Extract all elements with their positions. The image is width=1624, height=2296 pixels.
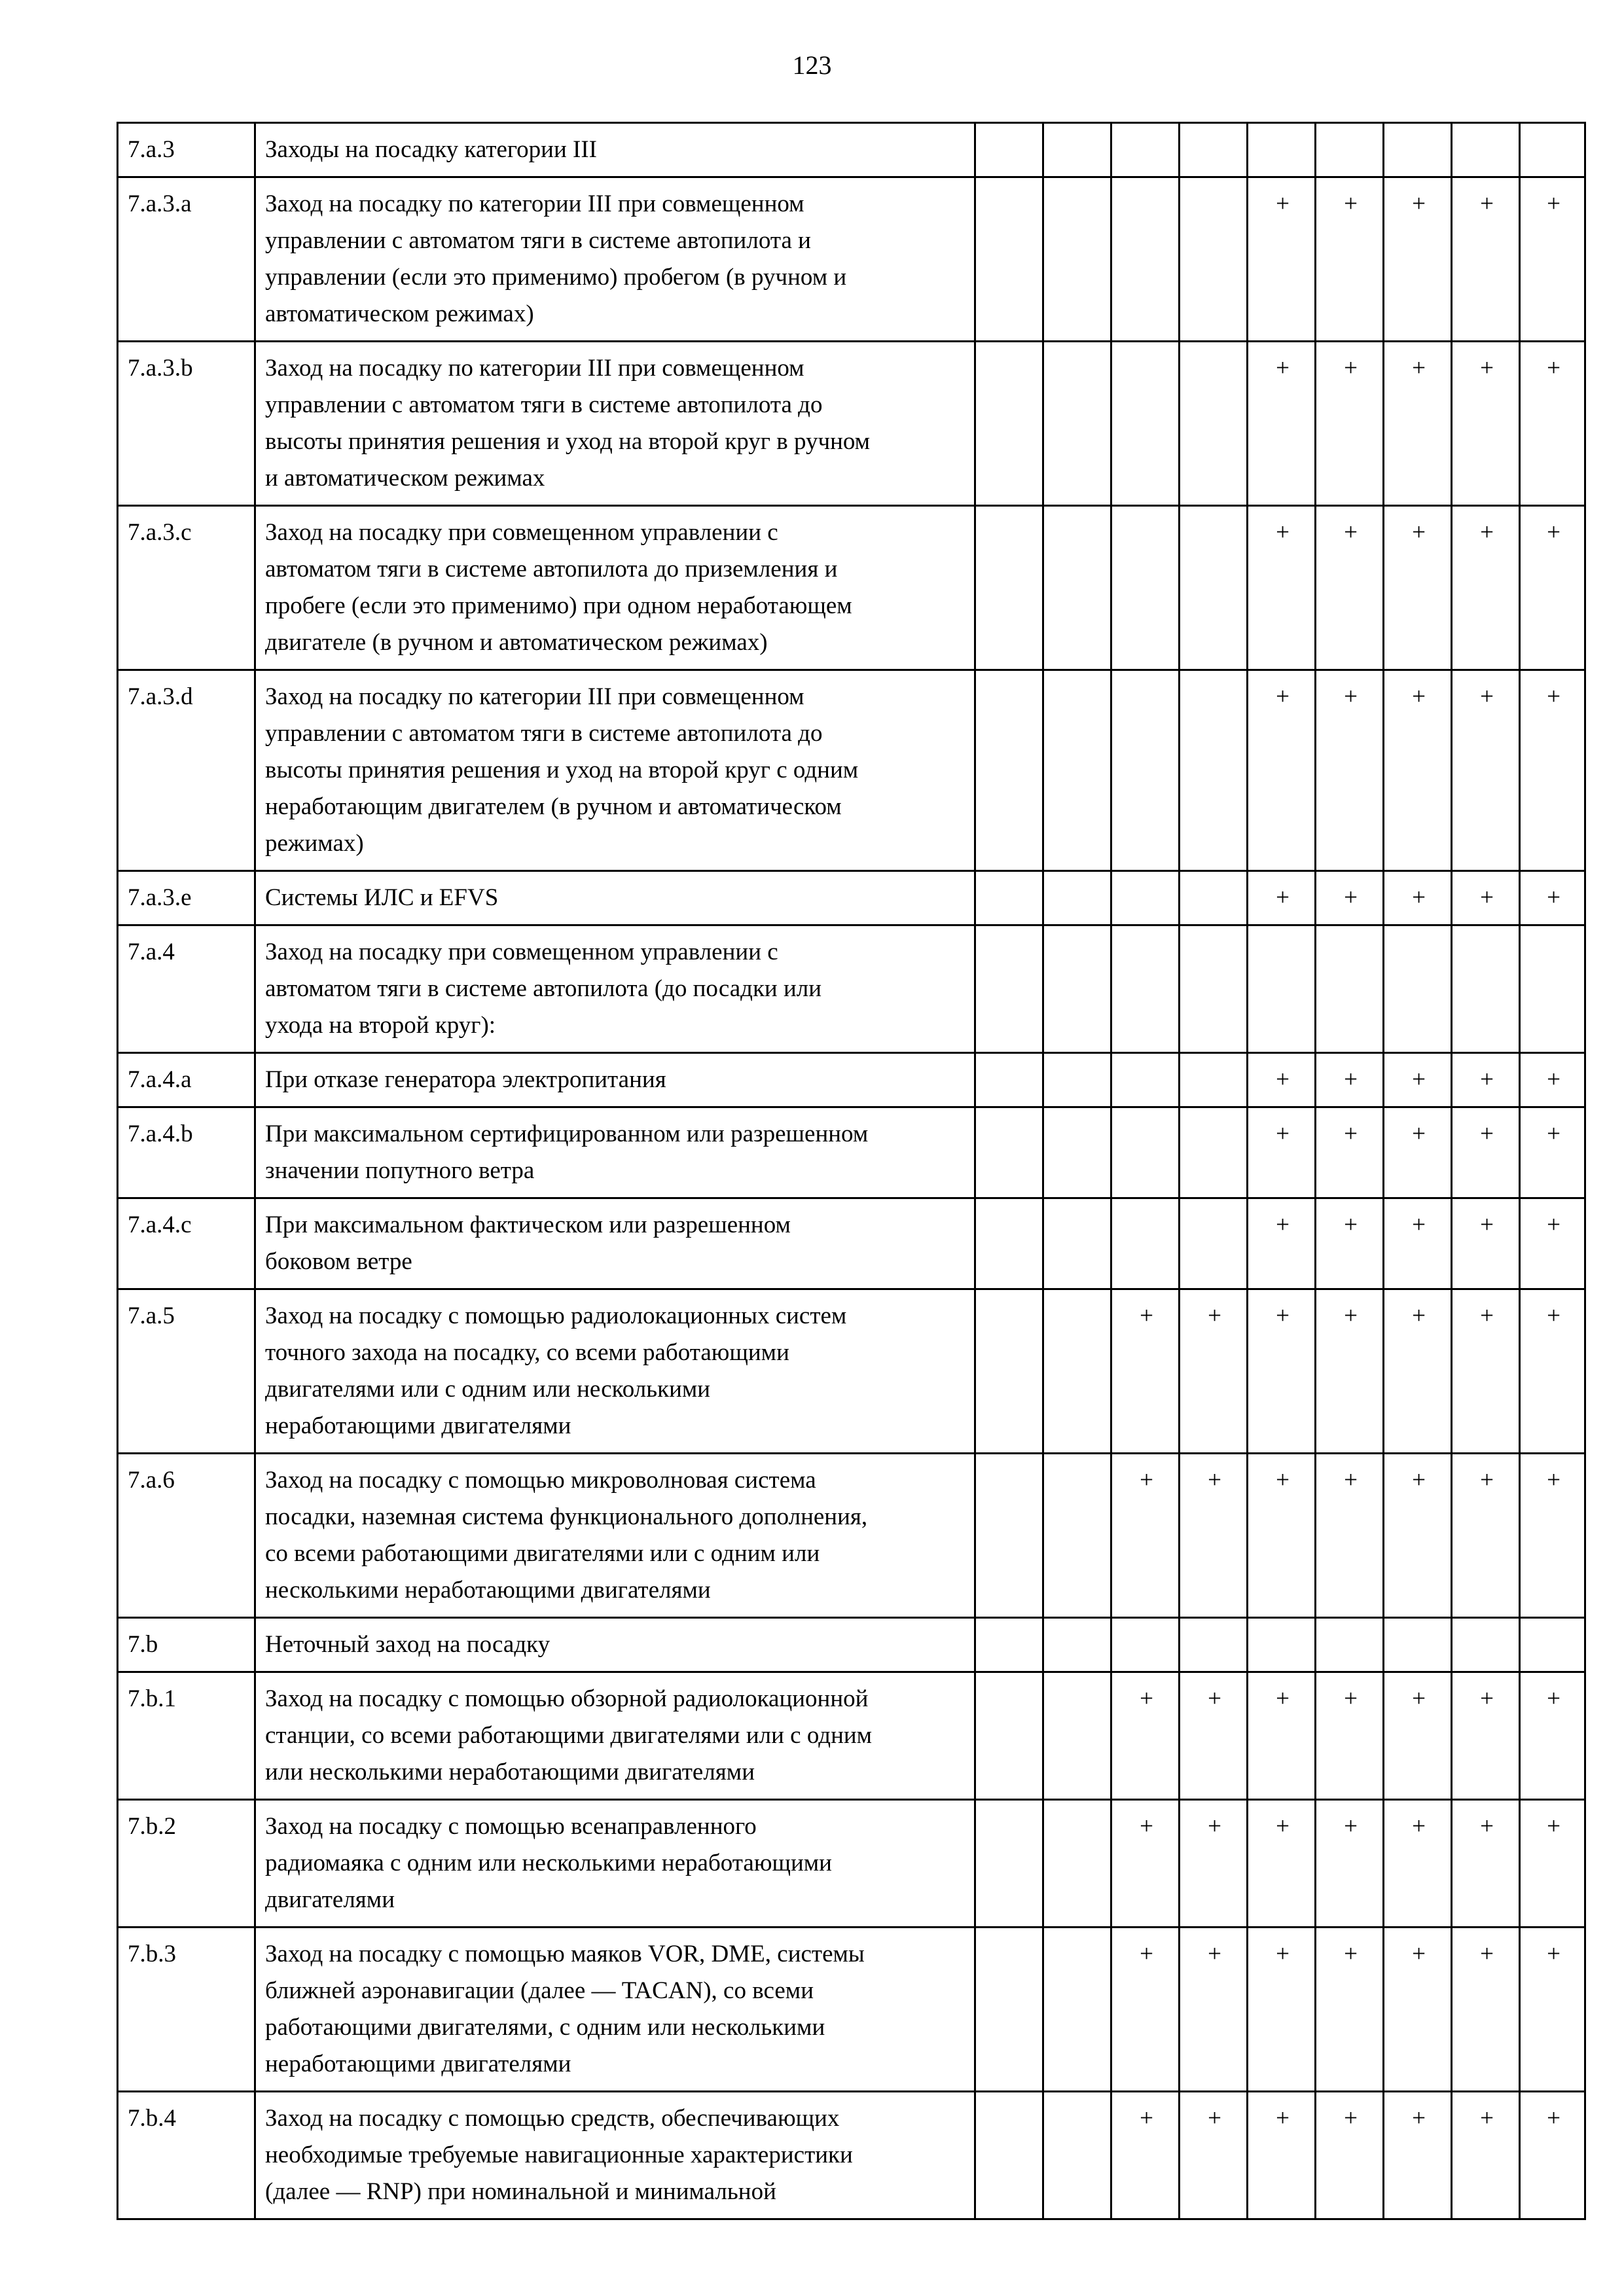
mark-cell: + — [1180, 1928, 1248, 2092]
mark-cell: + — [1111, 1454, 1180, 1618]
mark-cell: + — [1316, 342, 1384, 506]
mark-cell: + — [1520, 1053, 1585, 1107]
mark-cell — [975, 1053, 1043, 1107]
mark-cell: + — [1248, 1053, 1316, 1107]
page-number: 123 — [792, 50, 832, 80]
row-description — [255, 1672, 975, 1800]
mark-cell — [975, 925, 1043, 1053]
row-description — [255, 925, 975, 1053]
mark-cell: + — [1384, 1198, 1452, 1289]
row-code: 7.a.3.d — [118, 670, 255, 871]
mark-cell: + — [1384, 1107, 1452, 1198]
row-code: 7.a.3.c — [118, 506, 255, 670]
row-description — [255, 177, 975, 342]
row-code: 7.b.4 — [118, 2092, 255, 2219]
mark-cell — [1180, 1618, 1248, 1672]
mark-cell: + — [1248, 670, 1316, 871]
requirements-table — [117, 122, 1586, 2220]
mark-cell — [975, 1198, 1043, 1289]
row-code: 7.b.3 — [118, 1928, 255, 2092]
row-description-text: Заход на посадку с помощью обзорной радиолокационной станции, со всеми работающими двигателями или с одним или несколькими неработающими двигателями — [265, 1685, 873, 1785]
table-row — [118, 1618, 1585, 1672]
mark-cell: + — [1384, 670, 1452, 871]
mark-cell: + — [1452, 1928, 1520, 2092]
mark-cell: + — [1520, 1289, 1585, 1454]
row-description — [255, 1198, 975, 1289]
row-description — [255, 123, 975, 177]
row-code: 7.a.4.a — [118, 1053, 255, 1107]
row-code: 7.a.5 — [118, 1289, 255, 1454]
mark-cell: + — [1384, 506, 1452, 670]
mark-cell — [1180, 506, 1248, 670]
mark-cell: + — [1384, 871, 1452, 925]
mark-cell: + — [1180, 1454, 1248, 1618]
mark-cell: + — [1520, 1107, 1585, 1198]
mark-cell — [1043, 1198, 1111, 1289]
row-description-text: Заход на посадку при совмещенном управлении с автоматом тяги в системе автопилота (до посадки или ухода на второй круг): — [265, 939, 822, 1039]
mark-cell: + — [1520, 2092, 1585, 2219]
mark-cell — [1180, 342, 1248, 506]
row-description — [255, 1289, 975, 1454]
mark-cell — [1043, 1289, 1111, 1454]
row-code: 7.a.4.c — [118, 1198, 255, 1289]
row-description — [255, 2092, 975, 2219]
mark-cell: + — [1316, 1289, 1384, 1454]
mark-cell — [1248, 925, 1316, 1053]
mark-cell — [1452, 1618, 1520, 1672]
mark-cell: + — [1316, 2092, 1384, 2219]
mark-cell: + — [1316, 1053, 1384, 1107]
mark-cell: + — [1452, 1053, 1520, 1107]
mark-cell: + — [1248, 1672, 1316, 1800]
table-row — [118, 123, 1585, 177]
mark-cell: + — [1316, 871, 1384, 925]
mark-cell: + — [1452, 1107, 1520, 1198]
mark-cell — [1180, 871, 1248, 925]
mark-cell — [975, 1800, 1043, 1928]
mark-cell — [1384, 1618, 1452, 1672]
mark-cell — [1043, 670, 1111, 871]
table-row — [118, 925, 1585, 1053]
row-description — [255, 1800, 975, 1928]
mark-cell: + — [1111, 1672, 1180, 1800]
row-code: 7.a.3.e — [118, 871, 255, 925]
mark-cell: + — [1520, 1198, 1585, 1289]
mark-cell: + — [1452, 670, 1520, 871]
mark-cell — [975, 1289, 1043, 1454]
row-description-text: При максимальном фактическом или разрешенном боковом ветре — [265, 1211, 791, 1275]
mark-cell: + — [1384, 1672, 1452, 1800]
mark-cell: + — [1180, 1289, 1248, 1454]
mark-cell — [1111, 1107, 1180, 1198]
mark-cell: + — [1248, 1289, 1316, 1454]
row-description-text: Неточный заход на посадку — [265, 1631, 550, 1658]
mark-cell — [975, 1618, 1043, 1672]
row-description — [255, 670, 975, 871]
mark-cell — [1111, 925, 1180, 1053]
mark-cell: + — [1111, 2092, 1180, 2219]
mark-cell — [975, 1454, 1043, 1618]
mark-cell — [1111, 123, 1180, 177]
row-description — [255, 506, 975, 670]
mark-cell: + — [1248, 506, 1316, 670]
mark-cell — [1180, 670, 1248, 871]
mark-cell — [1111, 1618, 1180, 1672]
mark-cell — [1452, 925, 1520, 1053]
mark-cell — [975, 1107, 1043, 1198]
mark-cell: + — [1384, 1800, 1452, 1928]
mark-cell — [1180, 925, 1248, 1053]
mark-cell: + — [1248, 1454, 1316, 1618]
mark-cell: + — [1520, 1454, 1585, 1618]
mark-cell: + — [1452, 2092, 1520, 2219]
table-row — [118, 1053, 1585, 1107]
mark-cell: + — [1520, 1928, 1585, 2092]
mark-cell — [1452, 123, 1520, 177]
mark-cell: + — [1452, 871, 1520, 925]
mark-cell — [975, 342, 1043, 506]
mark-cell — [975, 670, 1043, 871]
mark-cell: + — [1316, 1928, 1384, 2092]
table-row — [118, 342, 1585, 506]
row-code: 7.a.6 — [118, 1454, 255, 1618]
table-row — [118, 1289, 1585, 1454]
mark-cell: + — [1520, 506, 1585, 670]
table-body — [118, 123, 1585, 2219]
mark-cell — [1384, 123, 1452, 177]
mark-cell — [1248, 123, 1316, 177]
table-row — [118, 1198, 1585, 1289]
row-description — [255, 1454, 975, 1618]
mark-cell — [1180, 123, 1248, 177]
mark-cell: + — [1111, 1289, 1180, 1454]
row-description-text: Заход на посадку с помощью всенаправленного радиомаяка с одним или несколькими неработающими двигателями — [265, 1813, 832, 1913]
row-code: 7.a.3.a — [118, 177, 255, 342]
row-description-text: Заход на посадку с помощью средств, обеспечивающих необходимые требуемые навигационные характеристики (далее — RNP) при номинальной и минимальной — [265, 2105, 853, 2205]
mark-cell: + — [1248, 1198, 1316, 1289]
mark-cell — [1043, 1618, 1111, 1672]
mark-cell: + — [1111, 1928, 1180, 2092]
mark-cell — [1111, 670, 1180, 871]
mark-cell — [1316, 925, 1384, 1053]
mark-cell — [1520, 123, 1585, 177]
mark-cell — [1111, 342, 1180, 506]
mark-cell — [1180, 1107, 1248, 1198]
row-code: 7.a.3 — [118, 123, 255, 177]
row-description-text: Заход на посадку по категории III при совмещенном управлении с автоматом тяги в системе автопилота и управлении (если это применимо) пробегом (в ручном и автоматическом режимах) — [265, 190, 847, 327]
mark-cell — [1111, 1198, 1180, 1289]
mark-cell: + — [1316, 670, 1384, 871]
table-row — [118, 670, 1585, 871]
mark-cell — [1520, 1618, 1585, 1672]
mark-cell — [1043, 342, 1111, 506]
row-code: 7.a.4.b — [118, 1107, 255, 1198]
mark-cell: + — [1452, 177, 1520, 342]
mark-cell — [1043, 925, 1111, 1053]
mark-cell — [975, 871, 1043, 925]
mark-cell: + — [1248, 177, 1316, 342]
row-description — [255, 1053, 975, 1107]
mark-cell: + — [1316, 506, 1384, 670]
mark-cell — [975, 1928, 1043, 2092]
mark-cell: + — [1452, 1198, 1520, 1289]
row-code: 7.b.1 — [118, 1672, 255, 1800]
mark-cell — [1043, 871, 1111, 925]
mark-cell — [975, 2092, 1043, 2219]
mark-cell — [1043, 1107, 1111, 1198]
table-row — [118, 1107, 1585, 1198]
row-description-text: Заход на посадку при совмещенном управлении с автоматом тяги в системе автопилота до приземления и пробеге (если это применимо) при одном неработающем двигателе (в ручном и автоматическом режимах) — [265, 519, 852, 656]
mark-cell — [1043, 123, 1111, 177]
mark-cell — [1316, 1618, 1384, 1672]
mark-cell: + — [1180, 1800, 1248, 1928]
mark-cell — [975, 506, 1043, 670]
row-description — [255, 1107, 975, 1198]
mark-cell — [1043, 506, 1111, 670]
mark-cell — [1111, 871, 1180, 925]
mark-cell: + — [1520, 342, 1585, 506]
mark-cell — [1180, 1053, 1248, 1107]
mark-cell: + — [1384, 177, 1452, 342]
mark-cell — [1520, 925, 1585, 1053]
row-description-text: Системы ИЛС и EFVS — [265, 884, 499, 911]
mark-cell — [1043, 1928, 1111, 2092]
mark-cell — [1043, 177, 1111, 342]
mark-cell: + — [1384, 2092, 1452, 2219]
row-description — [255, 871, 975, 925]
mark-cell: + — [1248, 1928, 1316, 2092]
table-row — [118, 1672, 1585, 1800]
mark-cell: + — [1452, 1289, 1520, 1454]
table-row — [118, 1800, 1585, 1928]
row-description — [255, 1618, 975, 1672]
row-description — [255, 1928, 975, 2092]
mark-cell: + — [1384, 1053, 1452, 1107]
mark-cell: + — [1384, 1289, 1452, 1454]
row-code: 7.a.3.b — [118, 342, 255, 506]
row-description-text: Заходы на посадку категории III — [265, 136, 597, 163]
mark-cell — [1043, 1800, 1111, 1928]
table-row — [118, 177, 1585, 342]
mark-cell — [975, 123, 1043, 177]
row-code: 7.a.4 — [118, 925, 255, 1053]
row-description-text: При максимальном сертифицированном или разрешенном значении попутного ветра — [265, 1121, 869, 1184]
row-description-text: При отказе генератора электропитания — [265, 1066, 666, 1093]
mark-cell: + — [1316, 177, 1384, 342]
mark-cell: + — [1248, 871, 1316, 925]
mark-cell — [975, 1672, 1043, 1800]
mark-cell: + — [1520, 670, 1585, 871]
mark-cell: + — [1520, 177, 1585, 342]
mark-cell: + — [1248, 1107, 1316, 1198]
mark-cell — [1043, 1454, 1111, 1618]
row-description-text: Заход на посадку по категории III при совмещенном управлении с автоматом тяги в системе автопилота до высоты принятия решения и уход на второй круг в ручном и автоматическом режимах — [265, 355, 871, 492]
row-description — [255, 342, 975, 506]
mark-cell: + — [1316, 1107, 1384, 1198]
row-description-text: Заход на посадку с помощью радиолокационных систем точного захода на посадку, со всеми работающими двигателями или с одним или несколькими неработающими двигателями — [265, 1302, 847, 1439]
row-description-text: Заход на посадку с помощью микроволновая система посадки, наземная система функционального дополнения, со всеми работающими двигателями или с одним или несколькими неработающими двигателями — [265, 1467, 868, 1604]
mark-cell — [1180, 177, 1248, 342]
row-description-text: Заход на посадку с помощью маяков VOR, DME, системы ближней аэронавигации (далее — TACAN), со всеми работающими двигателями, с одним или несколькими неработающими двигателями — [265, 1941, 865, 2077]
table-row — [118, 871, 1585, 925]
table-row — [118, 506, 1585, 670]
mark-cell: + — [1384, 1454, 1452, 1618]
mark-cell: + — [1452, 1454, 1520, 1618]
mark-cell — [975, 177, 1043, 342]
table-row — [118, 1454, 1585, 1618]
mark-cell: + — [1316, 1672, 1384, 1800]
mark-cell: + — [1384, 342, 1452, 506]
mark-cell: + — [1452, 1800, 1520, 1928]
mark-cell — [1316, 123, 1384, 177]
mark-cell: + — [1180, 1672, 1248, 1800]
mark-cell: + — [1180, 2092, 1248, 2219]
mark-cell — [1043, 1053, 1111, 1107]
mark-cell: + — [1316, 1454, 1384, 1618]
mark-cell: + — [1452, 1672, 1520, 1800]
mark-cell: + — [1520, 871, 1585, 925]
mark-cell — [1384, 925, 1452, 1053]
mark-cell: + — [1520, 1672, 1585, 1800]
mark-cell: + — [1111, 1800, 1180, 1928]
mark-cell — [1043, 1672, 1111, 1800]
row-code: 7.b.2 — [118, 1800, 255, 1928]
mark-cell — [1111, 1053, 1180, 1107]
mark-cell — [1111, 506, 1180, 670]
row-code: 7.b — [118, 1618, 255, 1672]
table-row — [118, 1928, 1585, 2092]
mark-cell — [1043, 2092, 1111, 2219]
mark-cell: + — [1384, 1928, 1452, 2092]
mark-cell: + — [1316, 1198, 1384, 1289]
row-description-text: Заход на посадку по категории III при совмещенном управлении с автоматом тяги в системе автопилота до высоты принятия решения и уход на второй круг с одним неработающим двигателем (в ручном и автоматическом режимах) — [265, 683, 859, 857]
mark-cell: + — [1248, 342, 1316, 506]
mark-cell — [1111, 177, 1180, 342]
mark-cell: + — [1452, 342, 1520, 506]
table-row — [118, 2092, 1585, 2219]
mark-cell — [1180, 1198, 1248, 1289]
mark-cell: + — [1452, 506, 1520, 670]
mark-cell: + — [1316, 1800, 1384, 1928]
mark-cell — [1248, 1618, 1316, 1672]
mark-cell: + — [1520, 1800, 1585, 1928]
mark-cell: + — [1248, 2092, 1316, 2219]
mark-cell: + — [1248, 1800, 1316, 1928]
